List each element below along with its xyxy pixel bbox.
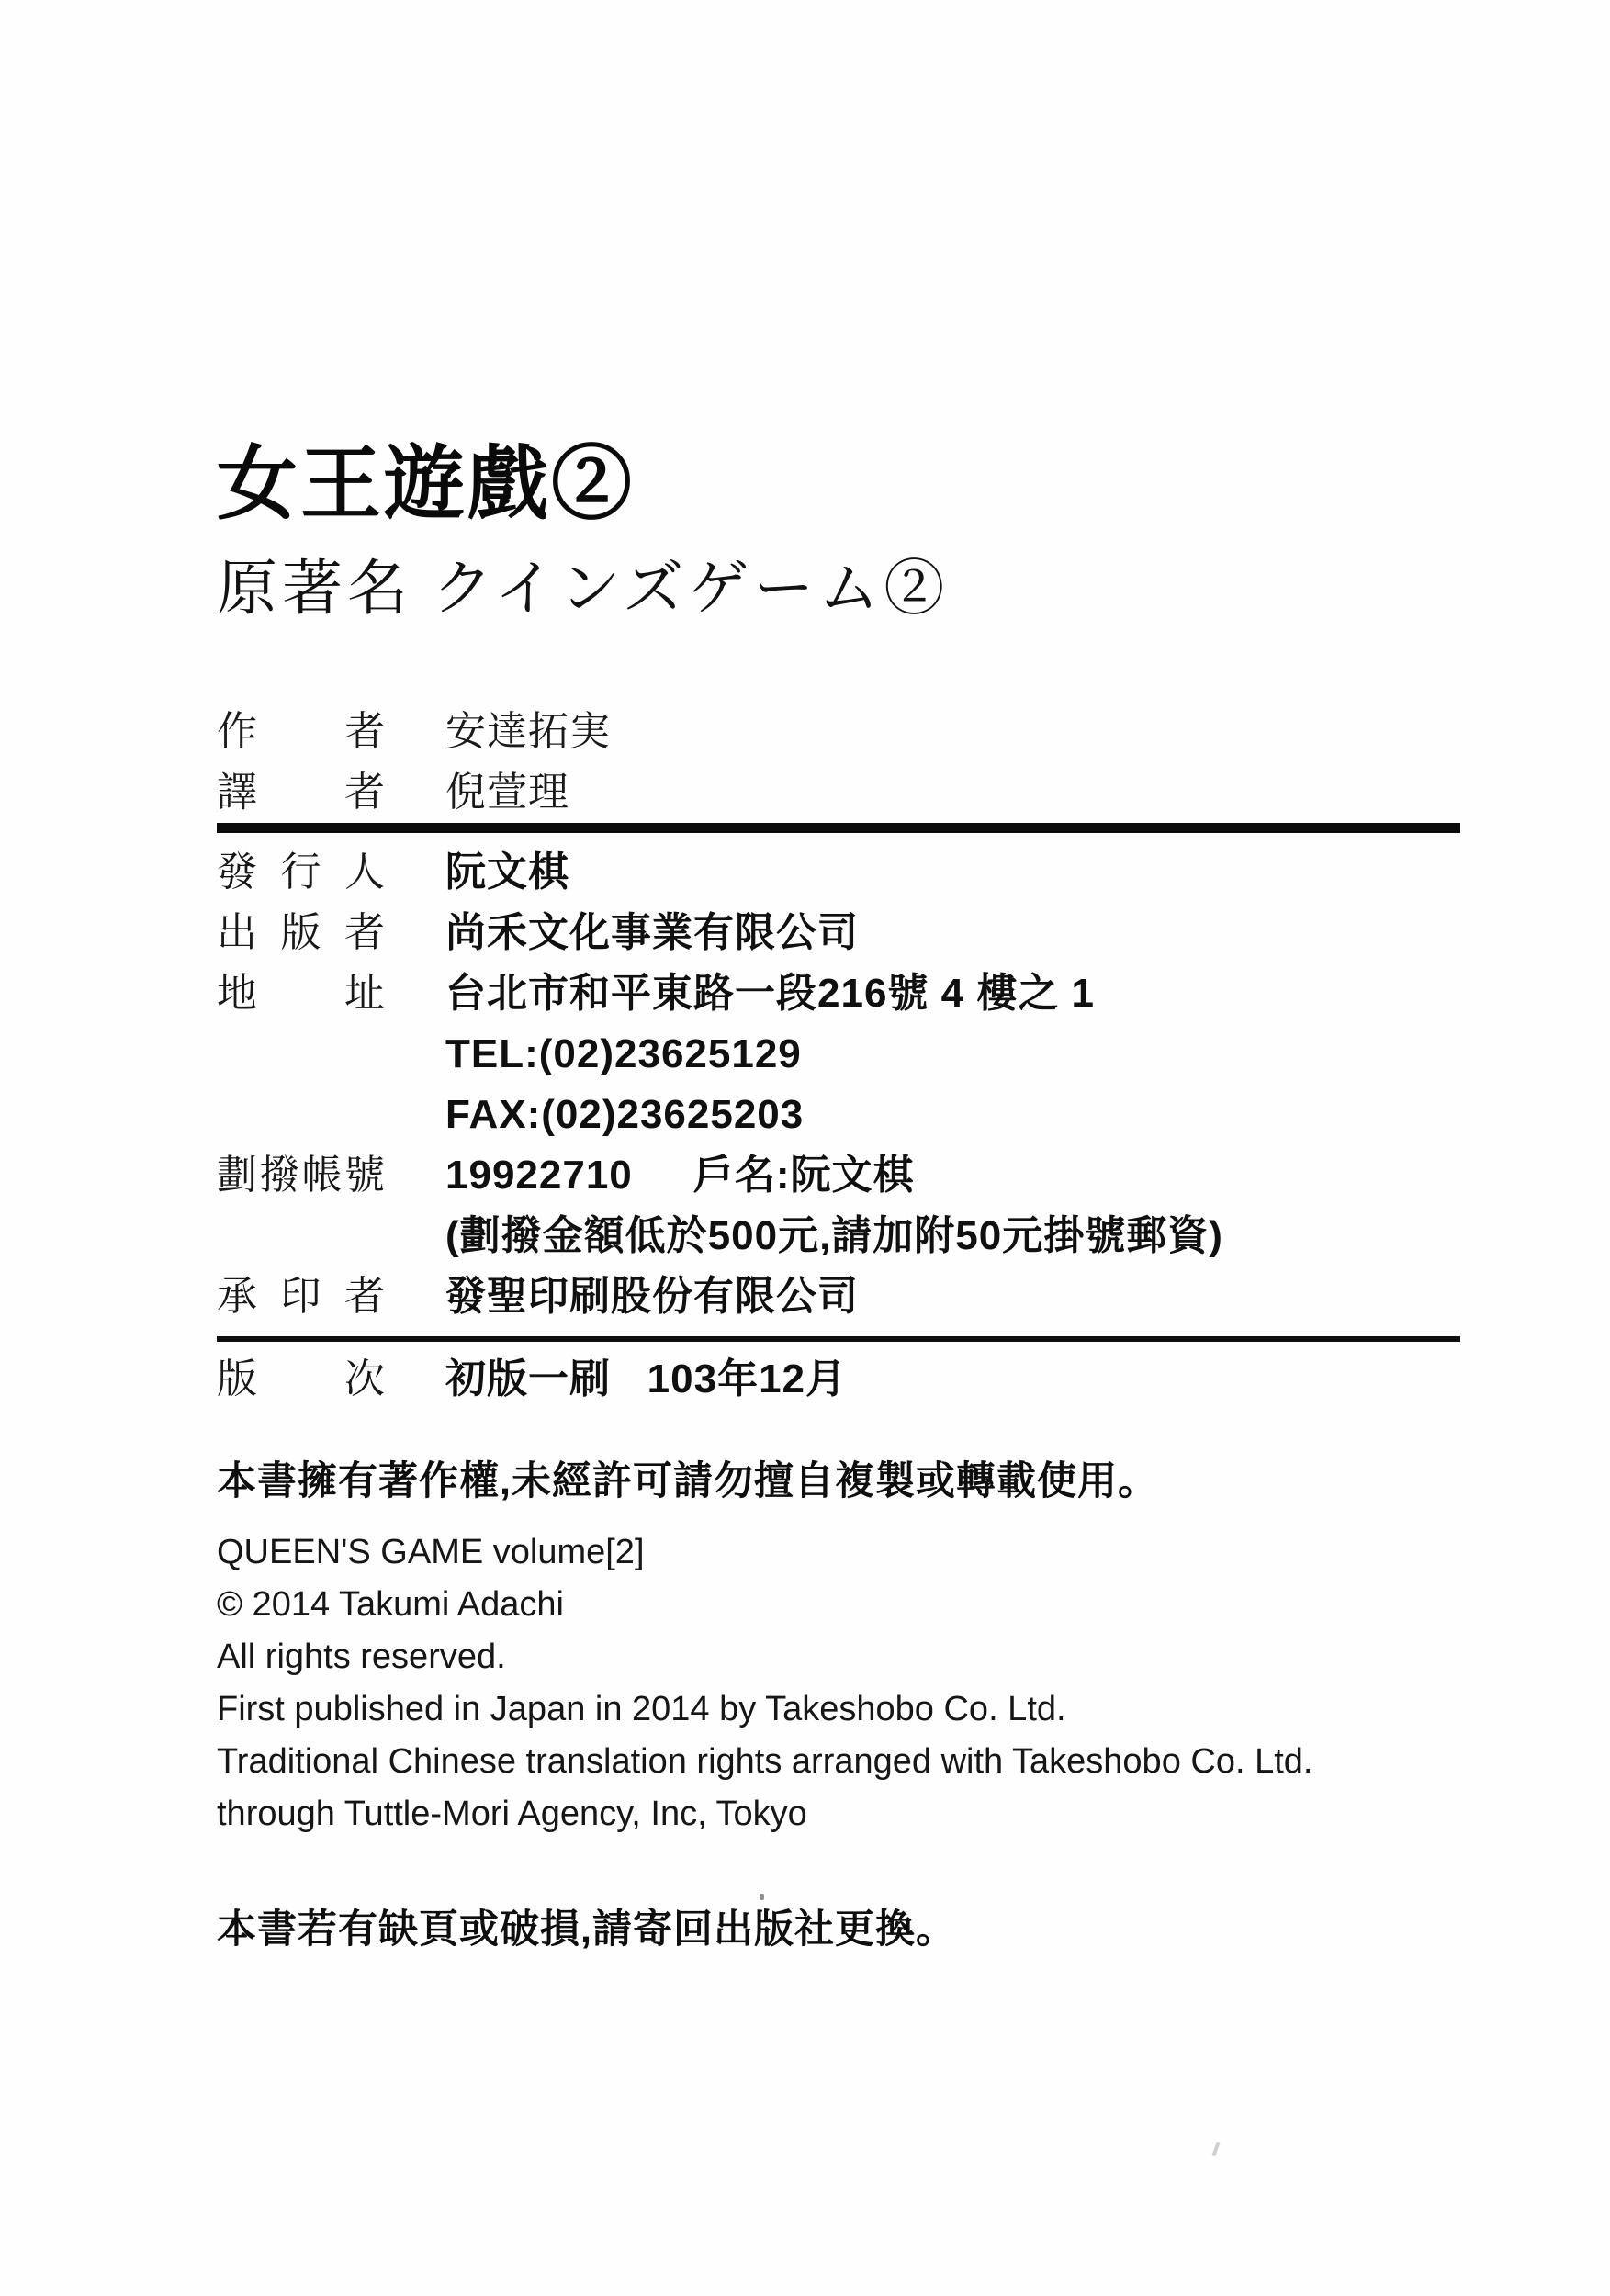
edition-rows xyxy=(217,1349,1460,1410)
info-row-publisher xyxy=(217,903,1460,963)
row-value: (劃撥金額低於500元,請加附50元掛號郵資) xyxy=(445,1213,1223,1258)
info-row-issuer xyxy=(217,842,1460,903)
row-label: 出版者 xyxy=(217,910,385,955)
row-value: 台北市和平東路一段216號 4 樓之 1 xyxy=(445,971,1096,1016)
row-value: FAX:(02)23625203 xyxy=(445,1092,805,1137)
copyright-line-author: © 2014 Takumi Adachi xyxy=(217,1585,564,1624)
copyright-line-first-published: First published in Japan in 2014 by Takeshobo Co. Ltd. xyxy=(217,1690,1066,1728)
row-value: 倪萱理 xyxy=(445,770,569,815)
info-row-postal-note xyxy=(217,1206,1460,1266)
creator-rows xyxy=(217,702,1460,823)
replacement-notice: 本書若有缺頁或破損,請寄回出版社更換。 xyxy=(217,1908,956,1952)
info-row-tel xyxy=(217,1024,1460,1085)
row-label: 地址 xyxy=(217,971,385,1016)
row-label: 作者 xyxy=(217,709,385,754)
original-title: 原著名 クインズゲーム② xyxy=(217,556,950,623)
row-value: 阮文棋 xyxy=(445,850,569,895)
copyright-line-agency: through Tuttle-Mori Agency, Inc, Tokyo xyxy=(217,1795,807,1833)
copyright-line-rights: All rights reserved. xyxy=(217,1638,506,1676)
publisher-rows xyxy=(217,842,1460,1327)
row-label: 承印者 xyxy=(217,1274,385,1319)
info-row-postal-account xyxy=(217,1145,1460,1206)
info-row-address xyxy=(217,963,1460,1024)
info-row-fax xyxy=(217,1085,1460,1145)
copyright-notice: 本書擁有著作權,未經許可請勿擅自複製或轉載使用。 xyxy=(217,1459,1158,1503)
row-value: 發聖印刷股份有限公司 xyxy=(445,1274,859,1319)
row-value: 安達拓実 xyxy=(445,709,611,754)
row-label: 劃撥帳號 xyxy=(217,1153,385,1198)
page-title: 女王遊戲② xyxy=(217,438,636,529)
row-value: 初版一刷 103年12月 xyxy=(445,1356,848,1401)
info-row-edition xyxy=(217,1349,1460,1410)
scan-artifact xyxy=(1211,2142,1220,2156)
divider-thick xyxy=(217,823,1460,833)
copyright-block xyxy=(217,1526,1460,1840)
scan-artifact xyxy=(760,1894,764,1900)
row-label: 發行人 xyxy=(217,850,385,895)
row-label: 譯者 xyxy=(217,770,385,815)
copyright-line-title: QUEEN'S GAME volume[2] xyxy=(217,1533,645,1571)
info-row-author xyxy=(217,702,1460,762)
row-value: 19922710 戶名:阮文棋 xyxy=(445,1153,915,1198)
row-label: 版次 xyxy=(217,1356,385,1401)
info-row-printer xyxy=(217,1266,1460,1327)
info-row-translator xyxy=(217,762,1460,823)
row-value: TEL:(02)23625129 xyxy=(445,1031,802,1076)
row-value: 尚禾文化事業有限公司 xyxy=(445,910,859,955)
copyright-line-translation-rights: Traditional Chinese translation rights arranged with Takeshobo Co. Ltd. xyxy=(217,1742,1313,1781)
divider-thin xyxy=(217,1336,1460,1342)
colophon-content xyxy=(217,0,1460,1950)
